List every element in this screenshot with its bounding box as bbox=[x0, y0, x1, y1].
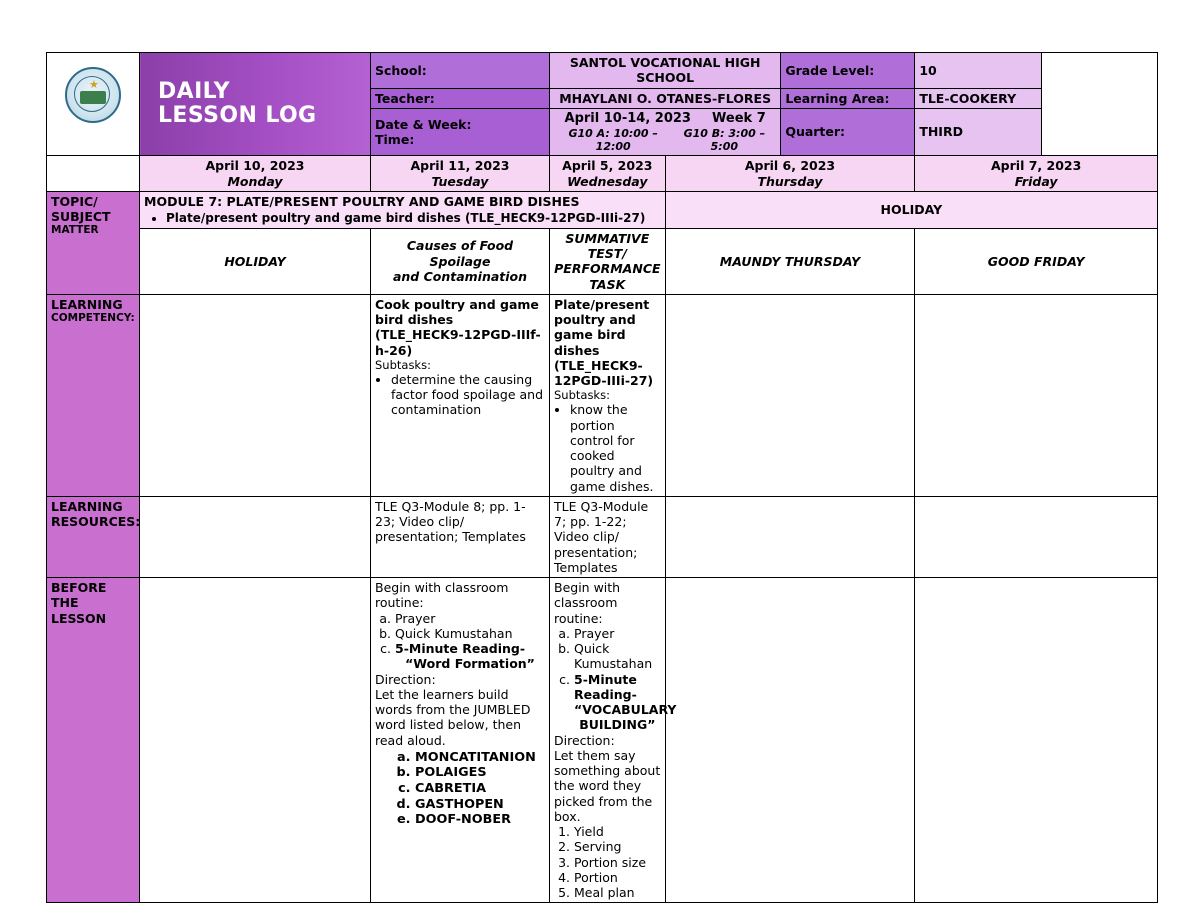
competency-tuesday-title: Cook poultry and game bird dishes (TLE_HECK9-12PGD-IIIf-h-26) bbox=[375, 296, 541, 358]
time-label: Time: bbox=[375, 132, 415, 148]
before-wednesday-cell bbox=[550, 578, 677, 903]
before-wednesday-direction-label: Direction: bbox=[554, 732, 615, 748]
topic-label-line2: SUBJECT bbox=[51, 209, 111, 225]
subject-tuesday-line1: Causes of Food Spoilage bbox=[406, 238, 514, 269]
day-date-tuesday: April 11, 2023 bbox=[410, 158, 510, 174]
day-date-wednesday: April 5, 2023 bbox=[562, 158, 653, 174]
resources-tuesday-cell: TLE Q3-Module 8; pp. 1-23; Video clip/ presentation; Templates bbox=[371, 496, 550, 577]
topic-holiday-cell: HOLIDAY bbox=[665, 191, 1157, 228]
subject-wednesday-line2: PERFORMANCE TASK bbox=[554, 261, 661, 292]
day-name-monday: Monday bbox=[227, 173, 283, 189]
competency-wednesday-title: Plate/present poultry and game bird dishes (TLE_HECK9-12PGD-IIIi-27) bbox=[554, 296, 654, 389]
competency-thursday-cell bbox=[665, 294, 915, 496]
before-wednesday-item-c-line2: “VOCABULARY BUILDING” bbox=[574, 702, 677, 733]
before-label-line2: LESSON bbox=[51, 610, 107, 626]
day-header-monday bbox=[140, 156, 371, 192]
before-thursday-cell bbox=[665, 578, 915, 903]
before-tuesday-cell bbox=[371, 578, 550, 903]
learning-resources-row bbox=[47, 496, 1158, 577]
competency-friday-cell bbox=[915, 294, 1158, 496]
seal-star-icon: ★ bbox=[89, 78, 99, 91]
competency-tuesday-subtasks-label: Subtasks: bbox=[375, 357, 431, 372]
topic-label-line3: MATTER bbox=[51, 224, 99, 237]
before-tuesday-word-c: c. CABRETIA bbox=[415, 781, 545, 797]
topic-module-bullet: • Plate/present poultry and game bird dishes (TLE_HECK9-12PGD-IIIi-27) bbox=[166, 211, 661, 226]
before-wednesday-item-c-line1: 5-Minute Reading- bbox=[574, 671, 637, 702]
row-label-learning-resources bbox=[47, 496, 140, 577]
day-name-thursday: Thursday bbox=[757, 173, 823, 189]
row-label-topic-subject-matter bbox=[47, 191, 140, 294]
resources-friday-cell bbox=[915, 496, 1158, 577]
day-date-thursday: April 6, 2023 bbox=[744, 158, 836, 174]
school-value: SANTOL VOCATIONAL HIGH SCHOOL bbox=[550, 53, 781, 89]
before-tuesday-item-b: b. Quick Kumustahan bbox=[395, 626, 545, 641]
header-row-school bbox=[47, 53, 1158, 89]
date-week-value bbox=[550, 108, 781, 156]
before-tuesday-item-c-line1: 5-Minute Reading- bbox=[395, 641, 526, 657]
before-wednesday-word-5: 5. Meal plan bbox=[574, 885, 661, 900]
week-value: Week 7 bbox=[712, 110, 766, 126]
day-header-friday bbox=[915, 156, 1158, 192]
day-name-friday: Friday bbox=[1014, 173, 1058, 189]
competency-wednesday-cell bbox=[550, 294, 666, 496]
before-wednesday-word-2: 2. Serving bbox=[574, 839, 661, 854]
subject-wednesday-line1: SUMMATIVE TEST/ bbox=[565, 230, 650, 262]
daily-lesson-log-document bbox=[46, 52, 1158, 903]
date-value: April 10-14, 2023 bbox=[564, 110, 691, 126]
date-week-label: Date & Week: bbox=[375, 116, 472, 132]
competency-label-line2: COMPETENCY: bbox=[51, 312, 135, 325]
teacher-value: MHAYLANI O. OTANES-FLORES bbox=[550, 88, 781, 108]
before-label-line1: BEFORE THE bbox=[51, 580, 107, 611]
competency-wednesday-subtask: • know the portion control for cooked poultry and game dishes. bbox=[570, 402, 661, 494]
deped-seal-icon bbox=[65, 67, 121, 123]
day-header-wednesday bbox=[550, 156, 666, 192]
competency-label-line1: LEARNING bbox=[51, 296, 123, 312]
learning-area-label: Learning Area: bbox=[781, 88, 915, 108]
before-tuesday-direction-text: Let the learners build words from the JUMBLED word listed below, then read aloud. bbox=[375, 686, 531, 748]
topic-module-cell bbox=[140, 191, 666, 228]
quarter-value: THIRD bbox=[915, 108, 1042, 156]
corner-cell bbox=[47, 156, 140, 192]
before-tuesday-item-c bbox=[395, 641, 545, 672]
competency-monday-cell bbox=[140, 294, 371, 496]
day-name-wednesday: Wednesday bbox=[567, 173, 648, 189]
grade-level-value: 10 bbox=[915, 53, 1042, 89]
date-week-time-label bbox=[371, 108, 550, 156]
before-wednesday-word-3: 3. Portion size bbox=[574, 855, 661, 870]
before-tuesday-direction-label: Direction: bbox=[375, 671, 436, 687]
topic-label-line1: TOPIC/ bbox=[51, 193, 98, 209]
day-header-row bbox=[47, 156, 1158, 192]
seal-banner-icon bbox=[80, 91, 106, 104]
school-label: School: bbox=[371, 53, 550, 89]
before-wednesday-intro: Begin with classroom routine: bbox=[554, 580, 621, 626]
day-header-tuesday bbox=[371, 156, 550, 192]
competency-tuesday-subtask: • determine the causing factor food spoilage and contamination bbox=[391, 372, 545, 418]
grade-level-label: Grade Level: bbox=[781, 53, 915, 89]
before-tuesday-item-c-line2: “Word Formation” bbox=[405, 656, 535, 672]
subject-wednesday bbox=[550, 228, 666, 294]
before-tuesday-word-e: e. DOOF-NOBER bbox=[415, 812, 545, 828]
subject-tuesday bbox=[371, 228, 550, 294]
subject-thursday: MAUNDY THURSDAY bbox=[665, 228, 915, 294]
before-monday-cell bbox=[140, 578, 371, 903]
row-label-learning-competency bbox=[47, 294, 140, 496]
day-date-friday: April 7, 2023 bbox=[991, 158, 1082, 174]
resources-wednesday-cell: TLE Q3-Module 7; pp. 1-22; Video clip/ presentation; Templates bbox=[550, 496, 666, 577]
before-wednesday-direction-text: Let them say something about the word they picked from the box. bbox=[554, 747, 661, 824]
dll-title-line2: LESSON LOG bbox=[158, 103, 317, 129]
competency-tuesday-cell bbox=[371, 294, 550, 496]
before-tuesday-intro: Begin with classroom routine: bbox=[375, 580, 509, 611]
day-name-tuesday: Tuesday bbox=[431, 173, 489, 189]
logo-cell bbox=[47, 53, 140, 156]
before-friday-cell bbox=[915, 578, 1158, 903]
resources-monday-cell bbox=[140, 496, 371, 577]
quarter-label: Quarter: bbox=[781, 108, 915, 156]
before-wednesday-item-c bbox=[574, 671, 677, 733]
dll-table bbox=[46, 52, 1158, 903]
resources-thursday-cell bbox=[665, 496, 915, 577]
topic-band-row bbox=[47, 191, 1158, 228]
before-wednesday-item-b: b. Quick Kumustahan bbox=[574, 641, 661, 672]
before-tuesday-word-b: b. POLAIGES bbox=[415, 765, 545, 781]
subject-header-row bbox=[47, 228, 1158, 294]
time-b-value: G10 B: 3:00 – 5:00 bbox=[683, 126, 766, 154]
learning-competency-row bbox=[47, 294, 1158, 496]
dll-title-line1: DAILY bbox=[158, 78, 230, 104]
competency-wednesday-subtasks-label: Subtasks: bbox=[554, 388, 610, 403]
before-tuesday-word-a: a. MONCATITANION bbox=[415, 750, 545, 766]
before-wednesday-item-a: a. Prayer bbox=[574, 626, 661, 641]
subject-tuesday-line2: and Contamination bbox=[392, 268, 528, 284]
before-tuesday-item-a: a. Prayer bbox=[395, 611, 545, 626]
subject-friday: GOOD FRIDAY bbox=[915, 228, 1158, 294]
before-tuesday-word-d: d. GASTHOPEN bbox=[415, 797, 545, 813]
before-the-lesson-row bbox=[47, 578, 1158, 903]
time-a-value: G10 A: 10:00 – 12:00 bbox=[568, 126, 658, 154]
resources-label-line1: LEARNING bbox=[51, 498, 123, 514]
header-blank-cell bbox=[1042, 53, 1158, 156]
dll-title-cell bbox=[140, 53, 371, 156]
subject-monday: HOLIDAY bbox=[140, 228, 371, 294]
day-header-thursday bbox=[665, 156, 915, 192]
teacher-label: Teacher: bbox=[371, 88, 550, 108]
topic-module-title: MODULE 7: PLATE/PRESENT POULTRY AND GAME BIRD DISHES bbox=[144, 193, 580, 209]
learning-area-value: TLE-COOKERY bbox=[915, 88, 1042, 108]
row-label-before-the-lesson bbox=[47, 578, 140, 903]
before-wednesday-word-4: 4. Portion bbox=[574, 870, 661, 885]
day-date-monday: April 10, 2023 bbox=[205, 158, 305, 174]
resources-label-line2: RESOURCES: bbox=[51, 514, 141, 530]
before-wednesday-word-1: 1. Yield bbox=[574, 824, 661, 839]
